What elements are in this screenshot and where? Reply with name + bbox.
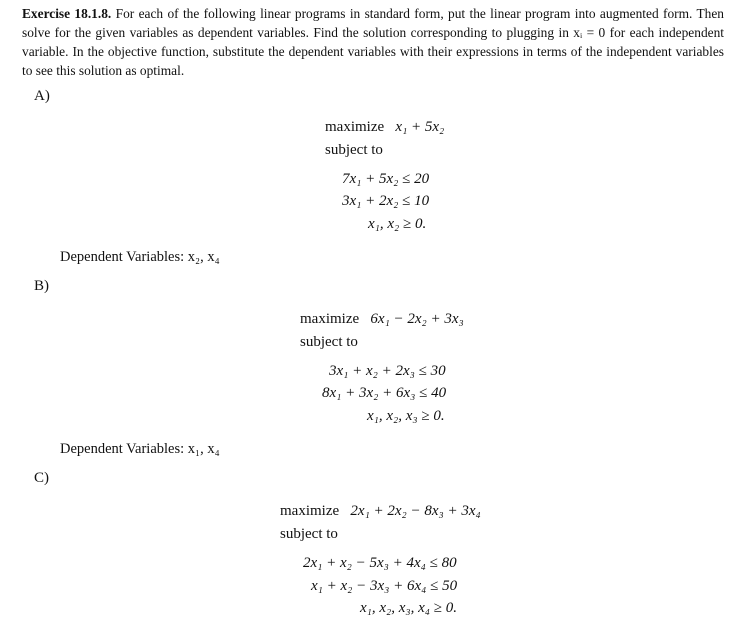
part-a-maximize-keyword: maximize bbox=[325, 119, 385, 135]
part-b-maximize-keyword: maximize bbox=[300, 311, 360, 327]
part-b-label: B) bbox=[34, 278, 49, 294]
part-c-label: C) bbox=[34, 470, 49, 486]
part-c-maximize-keyword: maximize bbox=[280, 503, 340, 519]
part-b-nonnegativity: x₁, x₂, x₃ ≥ 0. bbox=[367, 408, 445, 424]
part-b-constraint-1: 3x₁ + x₂ + 2x₃ ≤ 30 bbox=[329, 363, 446, 379]
part-c-constraint-1: 2x₁ + x₂ − 5x₃ + 4x₄ ≤ 80 bbox=[303, 555, 457, 571]
part-c-objective: 2x₁ + 2x₂ − 8x₃ + 3x₄ bbox=[350, 503, 481, 519]
part-c-constraint-2: x₁ + x₂ − 3x₃ + 6x₄ ≤ 50 bbox=[311, 578, 458, 594]
part-a-nonnegativity: x₁, x₂ ≥ 0. bbox=[368, 216, 427, 232]
part-b-objective-line bbox=[300, 311, 464, 328]
part-a-objective-line bbox=[325, 119, 444, 136]
part-a-constraint-1: 7x₁ + 5x₂ ≤ 20 bbox=[342, 171, 430, 187]
exercise-statement bbox=[22, 4, 724, 80]
part-c-nonnegativity: x₁, x₂, x₃, x₄ ≥ 0. bbox=[360, 600, 457, 616]
part-a-subject-to: subject to bbox=[325, 142, 383, 158]
part-b-objective: 6x₁ − 2x₂ + 3x₃ bbox=[370, 311, 464, 327]
part-c-subject-to: subject to bbox=[280, 526, 338, 542]
part-c-objective-line bbox=[280, 503, 481, 520]
part-b-constraint-2: 8x₁ + 3x₂ + 6x₃ ≤ 40 bbox=[322, 385, 447, 401]
part-b-dependent-variables: Dependent Variables: x₁, x₄ bbox=[60, 441, 220, 457]
part-a-label: A) bbox=[34, 88, 50, 104]
part-a-dependent-variables: Dependent Variables: x₂, x₄ bbox=[60, 249, 220, 265]
part-a-objective: x₁ + 5x₂ bbox=[395, 119, 445, 135]
part-b-subject-to: subject to bbox=[300, 334, 358, 350]
part-a-constraint-2: 3x₁ + 2x₂ ≤ 10 bbox=[342, 193, 430, 209]
exercise-heading: Exercise 18.1.8. bbox=[22, 6, 112, 21]
exercise-body: For each of the following linear programs in standard form, put the linear program into augmented form. Then solve for the given variables as dependent variables. Find the solution corresponding to plugging in xᵢ = 0 for each independent variable. In the objective function, substitute the dependent variables with their expressions in terms of the independent variables to see this solution as optimal. bbox=[22, 6, 724, 78]
